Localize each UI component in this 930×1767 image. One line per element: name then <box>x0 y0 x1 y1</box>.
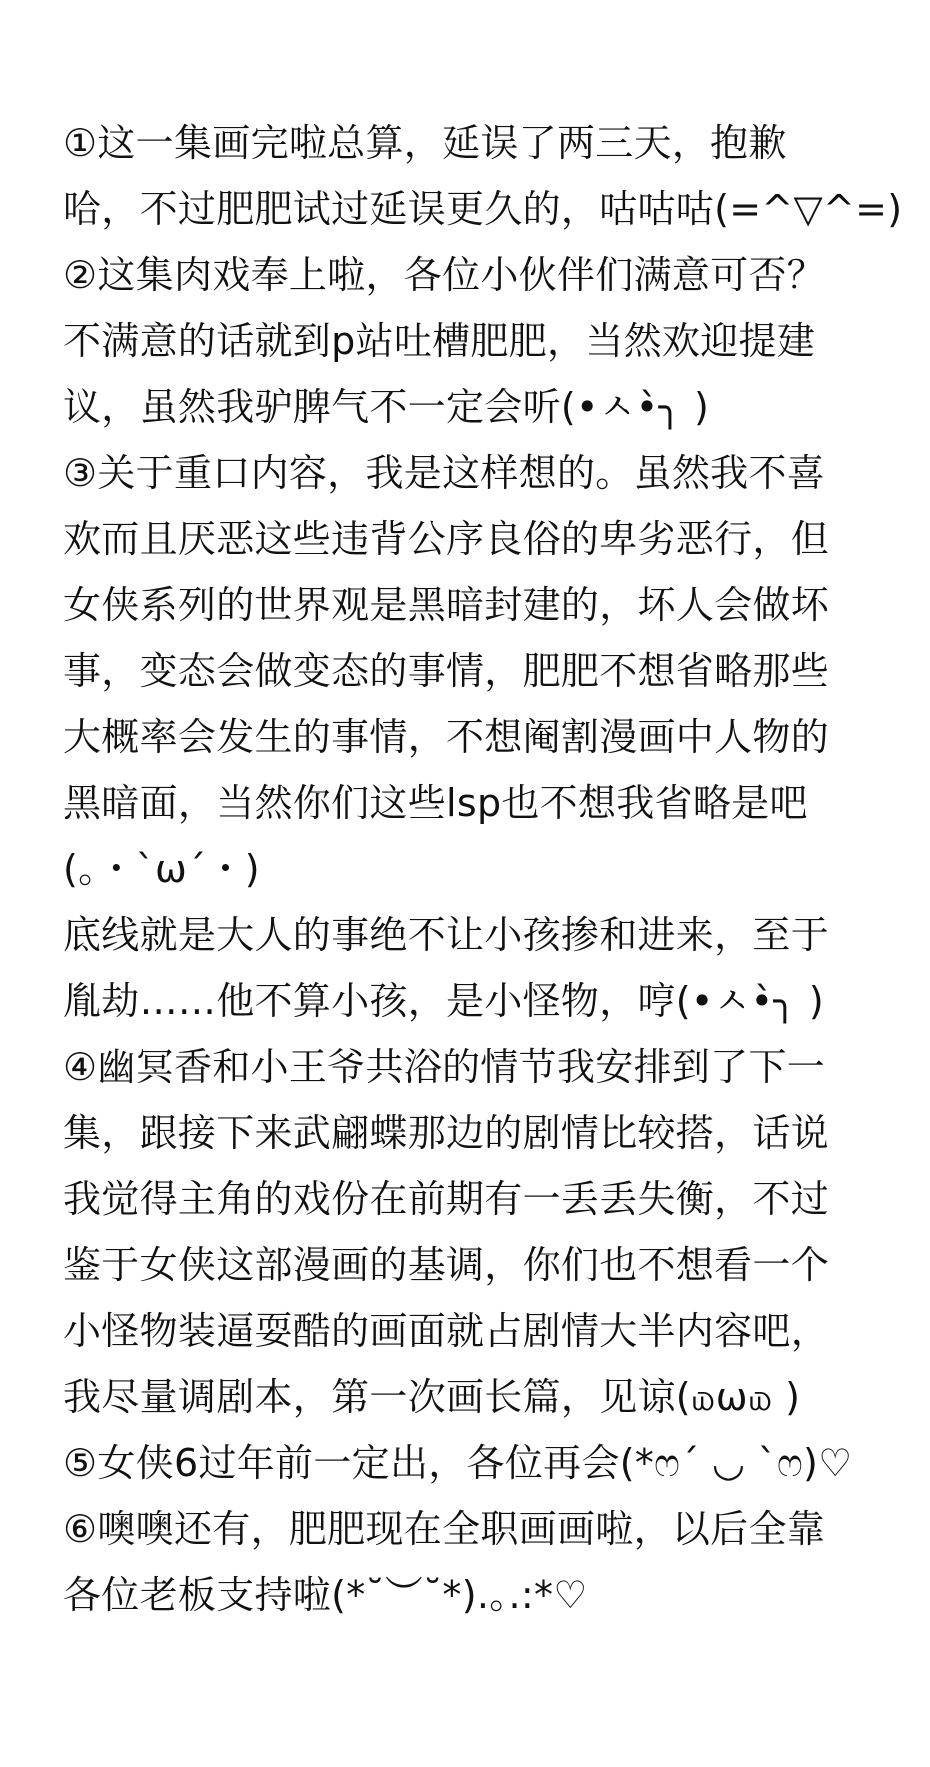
note-line-18: 鉴于女侠这部漫画的基调，你们也不想看一个 <box>63 1243 830 1287</box>
note-line-7: 欢而且厌恶这些违背公序良俗的卑劣恶行，但 <box>63 517 830 561</box>
note-line-14: 胤劫……他不算小孩，是小怪物，哼(•ㅅ•̀╮ ) <box>63 979 825 1023</box>
note-line-16: 集，跟接下来武翩蝶那边的剧情比较搭，话说 <box>63 1111 830 1155</box>
note-line-23: 各位老板支持啦(*˘︶˘*).｡.:*♡ <box>63 1573 588 1617</box>
note-line-12: (。・`ω´・) <box>63 847 260 891</box>
note-line-21: ⑤女侠6过年前一定出，各位再会(*ෆ´ ◡ `ෆ)♡ <box>63 1441 853 1485</box>
note-line-22: ⑥噢噢还有，肥肥现在全职画画啦，以后全靠 <box>63 1507 826 1551</box>
note-line-1: ①这一集画完啦总算，延误了两三天，抱歉 <box>63 121 787 165</box>
note-line-5: 议，虽然我驴脾气不一定会听(•ㅅ•̀╮ ) <box>63 385 710 429</box>
note-line-6: ③关于重口内容，我是这样想的。虽然我不喜 <box>63 451 826 495</box>
note-line-10: 大概率会发生的事情，不想阉割漫画中人物的 <box>63 715 830 759</box>
note-line-8: 女侠系列的世界观是黑暗封建的，坏人会做坏 <box>63 583 830 627</box>
note-line-15: ④幽冥香和小王爷共浴的情节我安排到了下一 <box>63 1045 826 1089</box>
note-line-20: 我尽量调剧本，第一次画长篇，见谅(௰ω௰ ) <box>63 1375 801 1419</box>
note-line-13: 底线就是大人的事绝不让小孩掺和进来，至于 <box>63 913 830 957</box>
note-line-2: 哈，不过肥肥试过延误更久的，咕咕咕(=^▽^=) <box>63 187 903 231</box>
note-line-4: 不满意的话就到p站吐槽肥肥，当然欢迎提建 <box>63 319 816 363</box>
note-line-17: 我觉得主角的戏份在前期有一丢丢失衡，不过 <box>63 1177 830 1221</box>
note-line-19: 小怪物装逼耍酷的画面就占剧情大半内容吧， <box>63 1309 830 1353</box>
note-line-3: ②这集肉戏奉上啦，各位小伙伴们满意可否？ <box>63 253 826 297</box>
author-note <box>63 110 918 1628</box>
note-line-9: 事，变态会做变态的事情，肥肥不想省略那些 <box>63 649 830 693</box>
note-line-11: 黑暗面，当然你们这些lsp也不想我省略是吧 <box>63 781 808 825</box>
